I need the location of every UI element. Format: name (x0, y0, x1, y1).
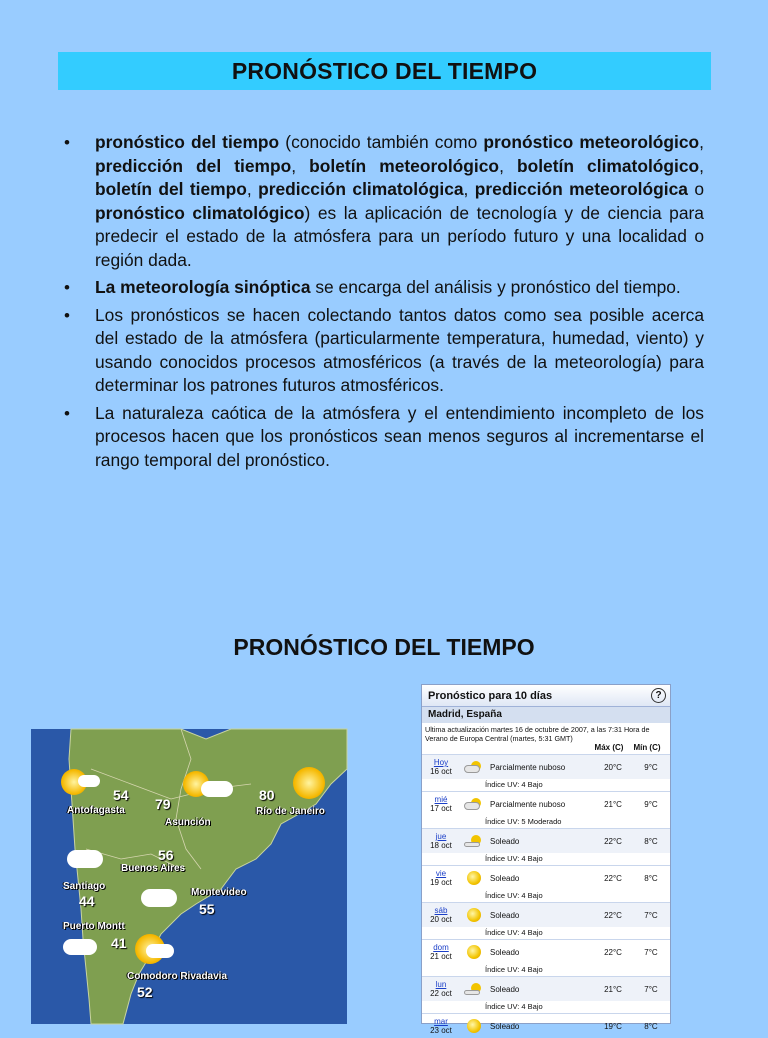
day-name (422, 869, 460, 887)
day-date: 23 oct (430, 1026, 452, 1035)
forecast-day-row (422, 828, 670, 865)
bullet-item (62, 304, 704, 398)
day-max: 21°C (604, 799, 622, 809)
day-max: 20°C (604, 762, 622, 772)
col-min: Mín (C) (633, 743, 661, 752)
bold-term: boletín meteorológico (309, 155, 500, 176)
bold-term: predicción del tiempo (95, 155, 292, 176)
forecast-day-row (422, 754, 670, 791)
sunny-icon (460, 1017, 488, 1035)
day-date: 21 oct (430, 952, 452, 961)
day-link[interactable]: lun (435, 980, 447, 989)
city-buenos-aires: Buenos Aires (121, 863, 186, 874)
day-description: Parcialmente nuboso (490, 799, 566, 809)
day-link[interactable]: Hoy (433, 758, 449, 767)
day-uv-index: Índice UV: 4 Bajo (485, 1002, 543, 1011)
day-description: Soleado (490, 836, 520, 846)
bullet-text: se encarga del análisis y pronóstico del tiempo. (310, 277, 681, 297)
col-max: Máx (C) (594, 743, 624, 752)
day-date: 22 oct (430, 989, 452, 998)
help-icon[interactable]: ? (651, 688, 666, 703)
temp-antofagasta: 54 (113, 787, 129, 803)
bullet-item (62, 131, 704, 272)
bullet-text: Los pronósticos se hacen colectando tantos datos como sea posible acerca del estado de la atmósfera (particularmente temperatura, humedad, viento) y usando conocidos procesos atmosféricos (a través de la meteorología) para determinar los patrones futuros atmosféricos. (95, 304, 704, 395)
day-max: 21°C (604, 984, 622, 994)
bold-term: pronóstico del tiempo (95, 132, 280, 152)
day-link[interactable]: jue (435, 832, 447, 841)
day-min: 8°C (644, 836, 658, 846)
bold-term: boletín del tiempo (95, 179, 247, 199)
bullet-dot: • (64, 305, 70, 325)
partly-cloudy-icon (460, 758, 488, 776)
bullet-item (62, 402, 704, 473)
bullet-item (62, 276, 704, 300)
bullet-text: ) es la aplicación de tecnología y de ciencia para predecir el estado de la atmósfera para un período futuro y una localidad o región dada. (95, 202, 704, 270)
bold-term: La meteorología sinóptica (95, 277, 311, 297)
city-montevideo: Montevideo (191, 887, 247, 898)
day-date: 20 oct (430, 915, 452, 924)
bold-term: predicción climatológica (258, 179, 464, 199)
bullet-list (62, 131, 704, 476)
day-min: 7°C (644, 947, 658, 957)
temp-puerto-montt: 41 (111, 935, 127, 951)
day-name (422, 906, 460, 924)
temp-asuncion: 79 (155, 796, 171, 812)
day-description: Parcialmente nuboso (490, 762, 566, 772)
sun-icon (293, 767, 325, 799)
day-name (422, 980, 460, 998)
sunny-icon (460, 906, 488, 924)
day-description: Soleado (490, 947, 520, 957)
day-name (422, 758, 460, 776)
day-link[interactable]: mar (434, 1017, 448, 1026)
bullet-text: , (499, 155, 517, 176)
city-comodoro: Comodoro Rivadavia (127, 971, 228, 982)
bullet-text: , (699, 155, 704, 176)
day-description: Soleado (490, 910, 520, 920)
bold-term: predicción meteorológica (474, 179, 688, 199)
city-santiago: Santiago (63, 881, 106, 892)
forecast-day-row (422, 791, 670, 828)
temp-buenos-aires: 56 (158, 847, 174, 863)
day-uv-index: Índice UV: 5 Moderado (485, 817, 562, 826)
bullet-text: o (687, 179, 704, 199)
forecast-day-row (422, 902, 670, 939)
bullet-text: , (246, 179, 259, 199)
day-uv-index: Índice UV: 4 Bajo (485, 854, 543, 863)
forecast-title: Pronóstico para 10 días (428, 689, 553, 702)
sunny-haze-icon (460, 980, 488, 998)
south-america-weather-map (31, 729, 347, 1024)
cloud-icon (67, 850, 103, 868)
temp-santiago: 44 (79, 893, 95, 909)
day-link[interactable]: mié (434, 795, 448, 804)
bullet-dot: • (64, 278, 70, 297)
day-max: 22°C (604, 947, 622, 957)
rain-cloud-icon (63, 939, 97, 955)
sunny-icon (460, 869, 488, 887)
forecast-day-row (422, 865, 670, 902)
city-rio: Río de Janeiro (256, 806, 325, 817)
city-puerto-montt: Puerto Montt (63, 921, 125, 932)
temp-rio: 80 (259, 787, 275, 803)
partly-cloudy-icon (460, 795, 488, 813)
sunny-icon (460, 943, 488, 961)
day-date: 17 oct (430, 804, 452, 813)
day-link[interactable]: dom (433, 943, 449, 952)
day-date: 16 oct (430, 767, 452, 776)
bullet-text: , (463, 179, 475, 199)
day-name (422, 832, 460, 850)
sunny-haze-icon (460, 832, 488, 850)
day-description: Soleado (490, 984, 520, 994)
day-date: 19 oct (430, 878, 452, 887)
day-min: 9°C (644, 762, 658, 772)
day-uv-index: Índice UV: 4 Bajo (485, 928, 543, 937)
day-description: Soleado (490, 873, 520, 883)
forecast-location: Madrid, España (422, 707, 670, 723)
forecast-day-row (422, 1013, 670, 1038)
temp-comodoro: 52 (137, 984, 153, 1000)
bullet-dot: • (64, 403, 70, 423)
bullet-text: La naturaleza caótica de la atmósfera y el entendimiento incompleto de los procesos hacen que los pronósticos sean menos seguros al incrementarse el rango temporal del pronóstico. (95, 402, 704, 470)
day-link[interactable]: sáb (434, 906, 448, 915)
bold-term: pronóstico climatológico (95, 202, 305, 223)
temp-montevideo: 55 (199, 901, 215, 917)
cloud-icon (78, 775, 100, 787)
day-date: 18 oct (430, 841, 452, 850)
forecast-columns (422, 743, 670, 754)
bold-term: boletín climatológico (516, 155, 700, 176)
slide-title-bar (58, 52, 711, 90)
day-name (422, 1017, 460, 1035)
day-min: 8°C (644, 873, 658, 883)
day-min: 7°C (644, 910, 658, 920)
rain-cloud-icon (201, 781, 233, 797)
day-uv-index: Índice UV: 4 Bajo (485, 891, 543, 900)
day-uv-index: Índice UV: 4 Bajo (485, 965, 543, 974)
forecast-widget (421, 684, 671, 1035)
forecast-header (422, 685, 670, 707)
city-asuncion: Asunción (165, 817, 211, 828)
day-min: 7°C (644, 984, 658, 994)
bullet-text: , (291, 155, 310, 176)
bullet-text: , (699, 132, 704, 152)
bold-term: pronóstico meteorológico (483, 132, 700, 152)
day-max: 22°C (604, 873, 622, 883)
forecast-days (422, 754, 670, 1038)
day-description: Soleado (490, 1021, 520, 1031)
day-max: 19°C (604, 1021, 622, 1031)
slide-title: PRONÓSTICO DEL TIEMPO (231, 57, 538, 84)
forecast-day-row (422, 939, 670, 976)
city-antofagasta: Antofagasta (67, 805, 125, 816)
forecast-updated: Ultima actualización martes 16 de octubre de 2007, a las 7:31 Hora de Verano de Europa Central (martes, 5:31 GMT) (425, 725, 650, 743)
forecast-day-row (422, 976, 670, 1013)
day-max: 22°C (604, 836, 622, 846)
bullet-dot: • (64, 133, 70, 152)
day-name (422, 943, 460, 961)
day-max: 22°C (604, 910, 622, 920)
cloud-icon (141, 889, 177, 907)
cloud-icon (146, 944, 174, 958)
section-title: PRONÓSTICO DEL TIEMPO (233, 634, 535, 660)
day-name (422, 795, 460, 813)
bullet-text: (conocido también como (279, 132, 484, 152)
day-min: 8°C (644, 1021, 658, 1031)
day-link[interactable]: vie (435, 869, 447, 878)
day-uv-index: Índice UV: 4 Bajo (485, 780, 543, 789)
day-min: 9°C (644, 799, 658, 809)
